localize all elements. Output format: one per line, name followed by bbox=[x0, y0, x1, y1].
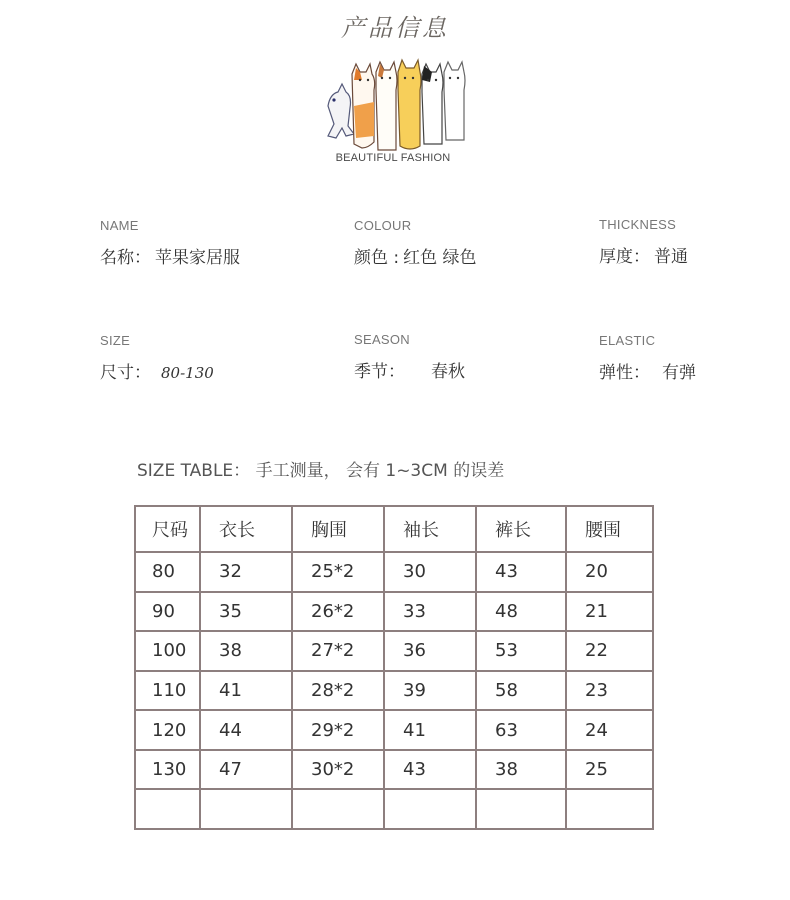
info-name bbox=[100, 218, 240, 268]
info-label: SIZE bbox=[100, 333, 131, 348]
info-value: 苹果家居服 bbox=[155, 248, 240, 268]
white-cat-2-icon bbox=[444, 62, 465, 140]
table-cell bbox=[476, 789, 566, 829]
table-row bbox=[135, 631, 653, 671]
table-header-cell: 袖长 bbox=[384, 506, 476, 552]
table-cell: 22 bbox=[566, 631, 653, 671]
table-row bbox=[135, 750, 653, 790]
table-cell: 110 bbox=[135, 671, 200, 711]
info-elastic bbox=[599, 333, 696, 383]
size-table-caption: SIZE TABLE： 手工测量， 会有 1~3CM 的误差 bbox=[137, 461, 505, 481]
table-cell: 90 bbox=[135, 592, 200, 632]
info-value: 普通 bbox=[654, 247, 688, 267]
table-cell: 43 bbox=[384, 750, 476, 790]
table-cell: 30 bbox=[384, 552, 476, 592]
table-cell: 36 bbox=[384, 631, 476, 671]
table-cell bbox=[566, 789, 653, 829]
info-label: THICKNESS bbox=[599, 217, 677, 232]
info-size bbox=[100, 333, 214, 383]
table-cell: 41 bbox=[384, 710, 476, 750]
table-row bbox=[135, 552, 653, 592]
table-header-cell: 尺码 bbox=[135, 506, 200, 552]
info-label: COLOUR bbox=[354, 218, 412, 233]
info-key: 弹性： bbox=[599, 363, 650, 383]
info-value: 春秋 bbox=[431, 362, 465, 382]
black-white-cat-icon bbox=[422, 64, 443, 144]
table-cell: 53 bbox=[476, 631, 566, 671]
table-header-cell: 胸围 bbox=[292, 506, 384, 552]
table-cell: 24 bbox=[566, 710, 653, 750]
table-cell: 130 bbox=[135, 750, 200, 790]
info-key: 厚度： bbox=[599, 247, 650, 267]
table-row-empty bbox=[135, 789, 653, 829]
white-cat-icon bbox=[376, 62, 397, 150]
info-label: NAME bbox=[100, 218, 139, 233]
table-cell: 47 bbox=[200, 750, 292, 790]
logo-text: BEAUTIFUL FASHION bbox=[335, 152, 451, 164]
gray-cat-icon bbox=[328, 84, 354, 138]
table-cell: 63 bbox=[476, 710, 566, 750]
info-value: 80-130 bbox=[161, 364, 214, 382]
info-thickness bbox=[599, 217, 688, 267]
table-cell: 32 bbox=[200, 552, 292, 592]
table-cell: 27*2 bbox=[292, 631, 384, 671]
info-value: 有弹 bbox=[662, 363, 696, 383]
yellow-cat-icon bbox=[398, 60, 421, 149]
table-cell: 28*2 bbox=[292, 671, 384, 711]
table-cell: 33 bbox=[384, 592, 476, 632]
table-cell: 20 bbox=[566, 552, 653, 592]
table-cell: 25*2 bbox=[292, 552, 384, 592]
table-cell bbox=[292, 789, 384, 829]
table-header-cell: 衣长 bbox=[200, 506, 292, 552]
table-cell: 100 bbox=[135, 631, 200, 671]
table-cell bbox=[384, 789, 476, 829]
table-cell: 21 bbox=[566, 592, 653, 632]
table-header-cell: 裤长 bbox=[476, 506, 566, 552]
table-cell: 43 bbox=[476, 552, 566, 592]
table-cell: 58 bbox=[476, 671, 566, 711]
table-cell: 80 bbox=[135, 552, 200, 592]
table-row bbox=[135, 710, 653, 750]
table-cell: 38 bbox=[200, 631, 292, 671]
table-header-row bbox=[135, 506, 653, 552]
info-label: ELASTIC bbox=[599, 333, 656, 348]
table-cell: 120 bbox=[135, 710, 200, 750]
info-value: 红色 绿色 bbox=[403, 248, 477, 268]
info-key: 季节： bbox=[354, 362, 405, 382]
table-cell: 39 bbox=[384, 671, 476, 711]
table-cell: 38 bbox=[476, 750, 566, 790]
table-cell bbox=[135, 789, 200, 829]
info-key: 颜色 : bbox=[354, 248, 400, 268]
size-table bbox=[134, 505, 654, 830]
table-cell: 23 bbox=[566, 671, 653, 711]
table-row bbox=[135, 592, 653, 632]
info-key: 名称： bbox=[100, 248, 151, 268]
table-row bbox=[135, 671, 653, 711]
info-label: SEASON bbox=[354, 332, 410, 347]
table-cell: 44 bbox=[200, 710, 292, 750]
table-cell: 26*2 bbox=[292, 592, 384, 632]
table-cell: 25 bbox=[566, 750, 653, 790]
table-cell: 41 bbox=[200, 671, 292, 711]
table-cell: 30*2 bbox=[292, 750, 384, 790]
table-cell: 29*2 bbox=[292, 710, 384, 750]
info-key: 尺寸： bbox=[100, 363, 151, 383]
table-header-cell: 腰围 bbox=[566, 506, 653, 552]
page-title: 产品信息 bbox=[341, 14, 449, 42]
info-colour bbox=[354, 218, 477, 268]
info-season bbox=[354, 332, 465, 382]
calico-cat-icon bbox=[352, 64, 375, 148]
table-cell: 48 bbox=[476, 592, 566, 632]
table-cell bbox=[200, 789, 292, 829]
table-cell: 35 bbox=[200, 592, 292, 632]
